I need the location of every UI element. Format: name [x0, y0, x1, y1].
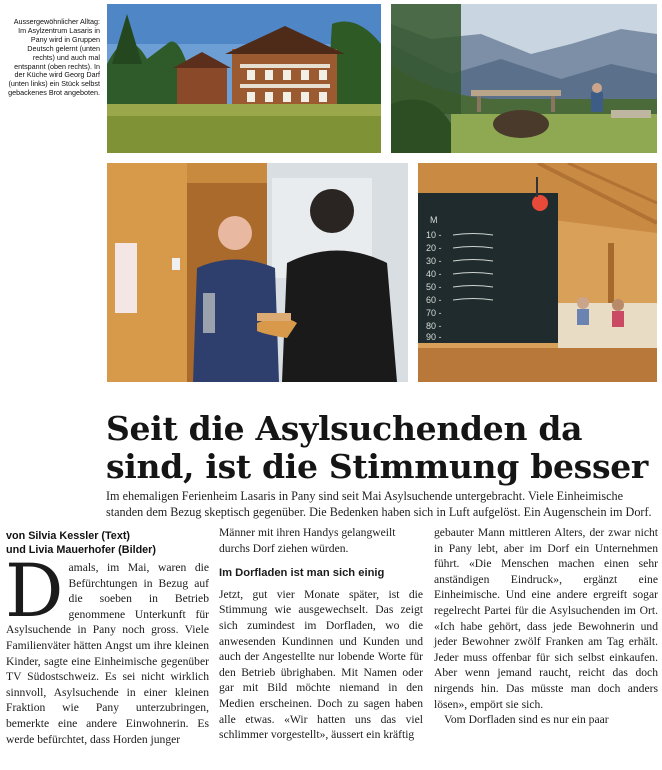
- svg-text:M: M: [430, 215, 438, 225]
- svg-text:80 -: 80 -: [426, 321, 442, 331]
- svg-text:30 -: 30 -: [426, 256, 442, 266]
- subheading: Im Dorfladen ist man sich einig: [219, 567, 385, 580]
- byline-photos: und Livia Mauerhofer (Bilder): [6, 544, 156, 556]
- svg-text:40 -: 40 -: [426, 269, 442, 279]
- lead-paragraph: Im ehemaligen Ferienheim Lasaris in Pany sind seit Mai Asylsuchende untergebracht. Viele Einheimische standen dem Bezug skeptisch gegenüber. Die Bedenken haben sich in Luft aufgelöst. Ein Augenschein im Dorf.: [106, 489, 652, 519]
- svg-text:50 -: 50 -: [426, 282, 442, 292]
- svg-text:60 -: 60 -: [426, 295, 442, 305]
- svg-text:90 -: 90 -: [426, 332, 442, 342]
- headline-line-2: sind, ist die Stimmung besser: [106, 447, 649, 486]
- svg-text:20 -: 20 -: [426, 243, 442, 253]
- body-text-col2: Jetzt, gut vier Monate später, ist die Stimmung wie ausgewechselt. Das zeigt sich zumindest im Dorfladen, wo die anwesenden Kundinnen und Kunden und auch der Angestellte nur lobende Worte für den Betrieb übrighaben. Mit Namen oder gar mit Bild möchte niemand in den Medien erscheinen. Doch zu sagen haben alle etwas. «Wir hatten uns das viel schlimmer vorgestellt», äussert ein kräftig: [219, 587, 423, 742]
- drop-cap: D: [5, 549, 64, 634]
- byline-text: von Silvia Kessler (Text): [6, 530, 131, 542]
- classroom-photo: [418, 163, 657, 382]
- kitchen-photo: [107, 163, 408, 382]
- photo-caption: Aussergewöhnlicher Alltag: Im Asylzentrum Lasaris in Pany wird in Gruppen Deutsch gelernt (unten rechts) und auch mal entspannt (oben rechts). In der Küche wird Georg Darf (unten links) ein Stück selbst gebackenes Brot angeboten.: [8, 17, 100, 98]
- house-photo: [107, 4, 381, 153]
- body-text-col1: amals, im Mai, waren die Befürchtungen in Bezug auf die soeben in Betrieb genommene Unterkunft für Asylsuchende in Pany noch gross. Viele Familienväter hätten Angst um ihre kleinen Kinder, sagte eine Einheimische gegenüber TV Südostschweiz. Es sei nicht wirklich sinnvoll, Asylsuchende in einer kleinen Fraktion wie Pany unterzubringen, bemerkte eine andere Einwohnerin. Es werde befürchtet, dass Horden junger: [6, 561, 209, 746]
- svg-text:70 -: 70 -: [426, 308, 442, 318]
- headline-line-1: Seit die Asylsuchenden da: [106, 409, 583, 448]
- svg-text:10 -: 10 -: [426, 230, 442, 240]
- body-text-col2-start: Männer mit ihren Handys gelangweilt durchs Dorf ziehen würden.: [219, 526, 396, 555]
- body-text-col3: gebauter Mann mittleren Alters, der zwar nicht in Pany lebt, aber im Dorf ein Unternehmen führt. «Die Menschen machen einen sehr anständigen Eindruck», ergänzt eine Einheimische. Und eine andere ergreift sogar regelrecht Partei für die Asylsuchenden im Ort. «Ich habe gehört, dass jede Bewohnerin und jeder Bewohner zwölf Franken am Tag erhält. Jeder muss offenbar für sich selbst einkaufen. Aber wenn jemand raucht, reicht das doch nirgends hin. Das müsste man doch anders lösen», empört sie sich.: [434, 526, 658, 711]
- mountain-view-photo: [391, 4, 657, 153]
- headline: [106, 410, 662, 486]
- article-column-3: [434, 525, 658, 728]
- article-column-2: [219, 525, 423, 743]
- body-text-col3-end: Vom Dorfladen sind es nur ein paar: [444, 713, 609, 727]
